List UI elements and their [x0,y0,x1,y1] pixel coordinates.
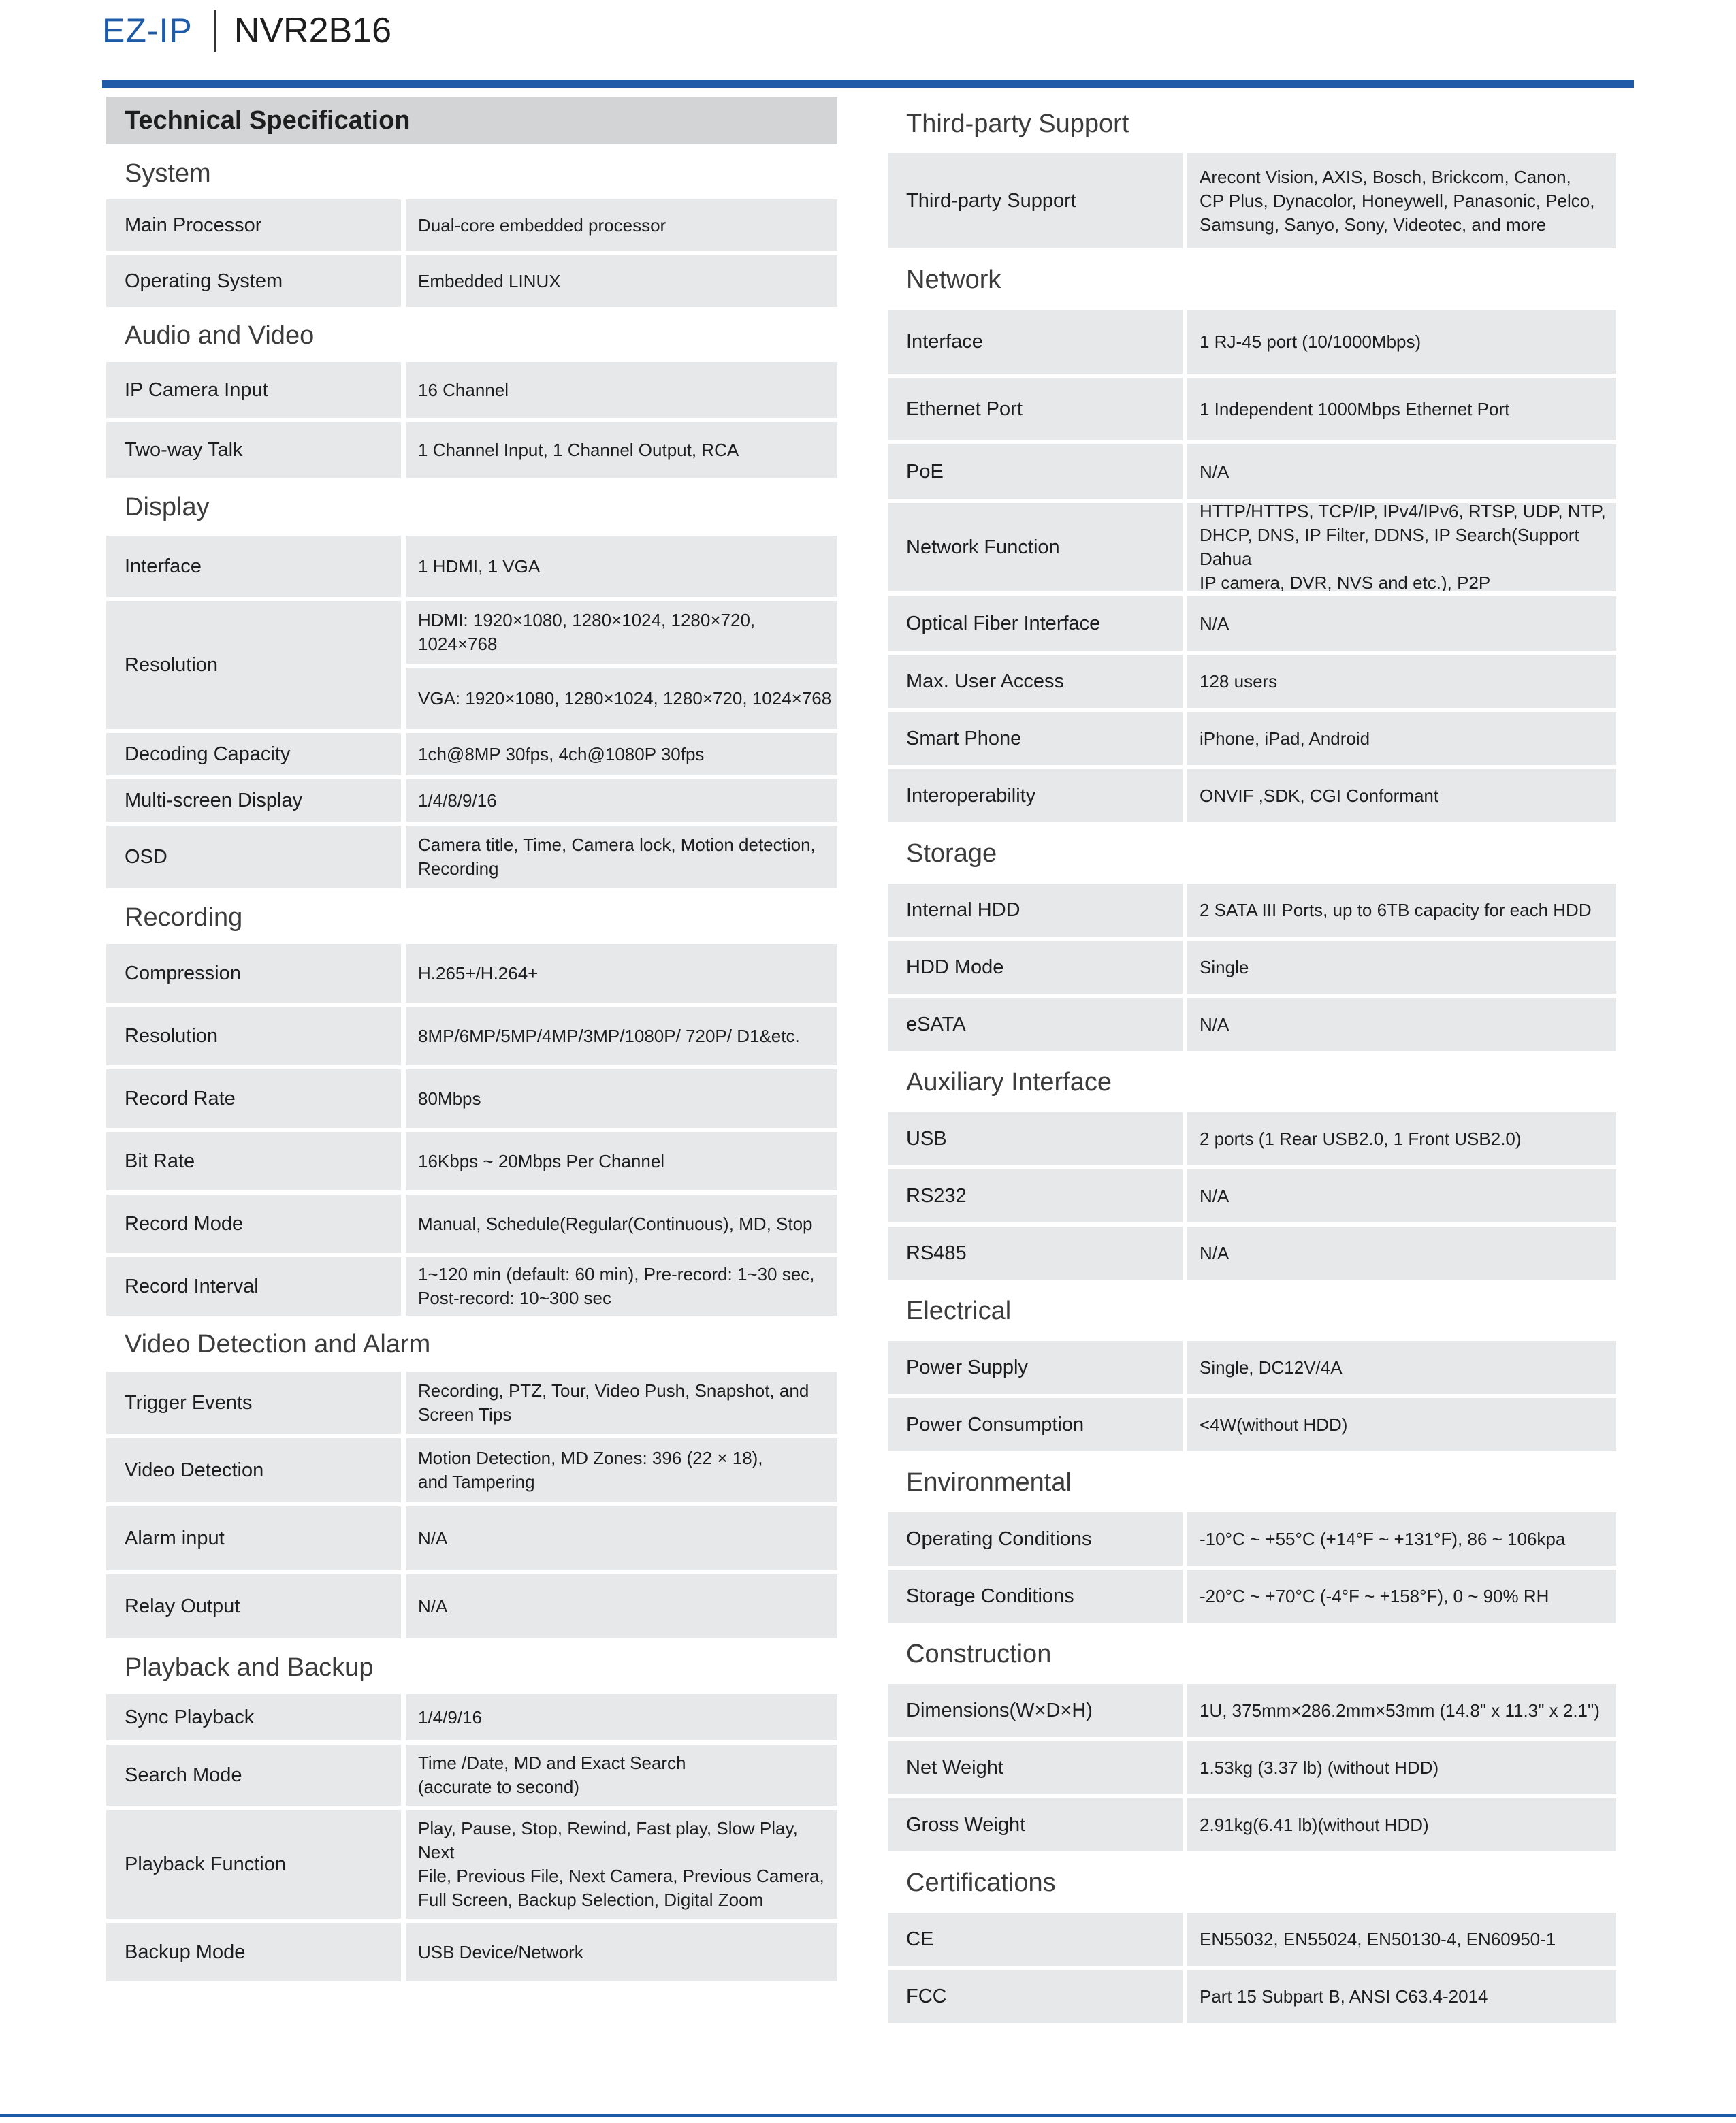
spec-value: 2 SATA III Ports, up to 6TB capacity for each HDD [1187,884,1616,937]
spec-value: 1U, 375mm×286.2mm×53mm (14.8" x 11.3" x 2.1") [1187,1684,1616,1737]
spec-label: Operating Conditions [888,1512,1183,1566]
spec-value: VGA: 1920×1080, 1280×1024, 1280×720, 1024×768 [406,668,837,729]
spec-value: 1 Independent 1000Mbps Ethernet Port [1187,378,1616,440]
spec-value: N/A [1187,444,1616,499]
spec-label: Network Function [888,503,1183,591]
spec-value: Motion Detection, MD Zones: 396 (22 × 18), and Tampering [406,1438,837,1502]
spec-label: Resolution [106,601,401,729]
spec-value: 2.91kg(6.41 lb)(without HDD) [1187,1798,1616,1851]
header-divider [214,10,216,52]
spec-value: ONVIF ,SDK, CGI Conformant [1187,769,1616,822]
brand-name: EZ-IP [102,12,193,50]
spec-label: Interface [888,310,1183,374]
spec-value: N/A [1187,596,1616,651]
spec-value: Single [1187,941,1616,994]
spec-label: FCC [888,1970,1183,2023]
spec-value: Manual, Schedule(Regular(Continuous), MD, Stop [406,1195,837,1253]
spec-label: Record Interval [106,1257,401,1316]
spec-label: Record Mode [106,1195,401,1253]
spec-label: CE [888,1913,1183,1966]
spec-label: OSD [106,826,401,888]
spec-label: Storage Conditions [888,1570,1183,1623]
spec-value: Time /Date, MD and Exact Search (accurate to second) [406,1745,837,1806]
spec-label: Resolution [106,1007,401,1065]
spec-value: N/A [406,1506,837,1570]
spec-label: Interface [106,536,401,597]
spec-label: Interoperability [888,769,1183,822]
spec-value: HDMI: 1920×1080, 1280×1024, 1280×720, 1024×768 [406,601,837,664]
spec-value: H.265+/H.264+ [406,944,837,1003]
spec-value: N/A [1187,1227,1616,1280]
spec-label: Power Supply [888,1341,1183,1394]
spec-label: Playback Function [106,1810,401,1919]
spec-value: 1/4/8/9/16 [406,779,837,822]
spec-value: EN55032, EN55024, EN50130-4, EN60950-1 [1187,1913,1616,1966]
spec-value: N/A [406,1574,837,1638]
spec-label: Alarm input [106,1506,401,1570]
section-title: Certifications [906,1868,1056,1897]
section-title: Auxiliary Interface [906,1067,1112,1097]
section-title: System [125,159,211,188]
spec-label: eSATA [888,998,1183,1051]
spec-label: Ethernet Port [888,378,1183,440]
spec-label: Bit Rate [106,1132,401,1190]
spec-value: HTTP/HTTPS, TCP/IP, IPv4/IPv6, RTSP, UDP, NTP, DHCP, DNS, IP Filter, DDNS, IP Search(Support Dahua IP camera, DVR, NVS and etc.), P2P [1187,503,1616,591]
spec-label: Compression [106,944,401,1003]
spec-value: 16 Channel [406,362,837,418]
spec-label: Internal HDD [888,884,1183,937]
spec-value: 1 RJ-45 port (10/1000Mbps) [1187,310,1616,374]
spec-value: 1.53kg (3.37 lb) (without HDD) [1187,1741,1616,1794]
spec-value: Arecont Vision, AXIS, Bosch, Brickcom, Canon, CP Plus, Dynacolor, Honeywell, Panasonic, Pelco, Samsung, Sanyo, Sony, Videotec, and more [1187,153,1616,248]
spec-value: 1/4/9/16 [406,1694,837,1740]
section-title: Third-party Support [906,109,1129,138]
spec-label: PoE [888,444,1183,499]
section-title: Electrical [906,1296,1012,1325]
spec-label: Record Rate [106,1069,401,1128]
spec-label: Trigger Events [106,1372,401,1434]
spec-value: Embedded LINUX [406,255,837,307]
spec-label: Main Processor [106,199,401,251]
spec-label: Net Weight [888,1741,1183,1794]
header-rule [102,80,1634,88]
spec-label: Search Mode [106,1745,401,1806]
section-title: Construction [906,1639,1052,1668]
spec-value: 80Mbps [406,1069,837,1128]
spec-value: Camera title, Time, Camera lock, Motion detection, Recording [406,826,837,888]
spec-value: Play, Pause, Stop, Rewind, Fast play, Slow Play, Next File, Previous File, Next Camera, Previous Camera, Full Screen, Backup Selection, Digital Zoom [406,1810,837,1919]
spec-label: RS485 [888,1227,1183,1280]
section-title: Recording [125,903,243,932]
spec-label: Gross Weight [888,1798,1183,1851]
spec-value: N/A [1187,1169,1616,1222]
spec-value: 1~120 min (default: 60 min), Pre-record: 1~30 sec, Post-record: 10~300 sec [406,1257,837,1316]
section-title: Storage [906,839,997,868]
spec-value: Recording, PTZ, Tour, Video Push, Snapshot, and Screen Tips [406,1372,837,1434]
spec-label: RS232 [888,1169,1183,1222]
spec-label: Two-way Talk [106,422,401,478]
spec-label: Optical Fiber Interface [888,596,1183,651]
section-title: Network [906,265,1001,294]
spec-value: Single, DC12V/4A [1187,1341,1616,1394]
spec-value: 128 users [1187,655,1616,708]
spec-label: Third-party Support [888,153,1183,248]
footer-rule [0,2114,1736,2117]
spec-value: iPhone, iPad, Android [1187,712,1616,765]
spec-label: IP Camera Input [106,362,401,418]
section-title: Environmental [906,1468,1072,1497]
spec-label: Video Detection [106,1438,401,1502]
spec-value: USB Device/Network [406,1923,837,1981]
spec-label: Dimensions(W×D×H) [888,1684,1183,1737]
spec-value: N/A [1187,998,1616,1051]
spec-label: Sync Playback [106,1694,401,1740]
section-title: Display [125,492,210,521]
spec-label: Operating System [106,255,401,307]
spec-value: Part 15 Subpart B, ANSI C63.4-2014 [1187,1970,1616,2023]
spec-value: 1ch@8MP 30fps, 4ch@1080P 30fps [406,733,837,775]
spec-label: Decoding Capacity [106,733,401,775]
spec-label: Max. User Access [888,655,1183,708]
spec-title: Technical Specification [106,97,837,144]
spec-label: HDD Mode [888,941,1183,994]
spec-label: Smart Phone [888,712,1183,765]
spec-value: Dual-core embedded processor [406,199,837,251]
spec-value: -10°C ~ +55°C (+14°F ~ +131°F), 86 ~ 106kpa [1187,1512,1616,1566]
spec-label: Multi-screen Display [106,779,401,822]
section-title: Playback and Backup [125,1653,374,1682]
spec-value: <4W(without HDD) [1187,1398,1616,1451]
spec-label: Power Consumption [888,1398,1183,1451]
spec-value: 1 Channel Input, 1 Channel Output, RCA [406,422,837,478]
section-title: Audio and Video [125,321,315,350]
spec-label: USB [888,1112,1183,1165]
spec-value: -20°C ~ +70°C (-4°F ~ +158°F), 0 ~ 90% RH [1187,1570,1616,1623]
spec-value: 16Kbps ~ 20Mbps Per Channel [406,1132,837,1190]
section-title: Video Detection and Alarm [125,1329,431,1359]
model-name: NVR2B16 [234,11,392,50]
document-header [102,7,391,54]
spec-value: 2 ports (1 Rear USB2.0, 1 Front USB2.0) [1187,1112,1616,1165]
spec-value: 1 HDMI, 1 VGA [406,536,837,597]
spec-label: Backup Mode [106,1923,401,1981]
spec-value: 8MP/6MP/5MP/4MP/3MP/1080P/ 720P/ D1&etc. [406,1007,837,1065]
spec-label: Relay Output [106,1574,401,1638]
